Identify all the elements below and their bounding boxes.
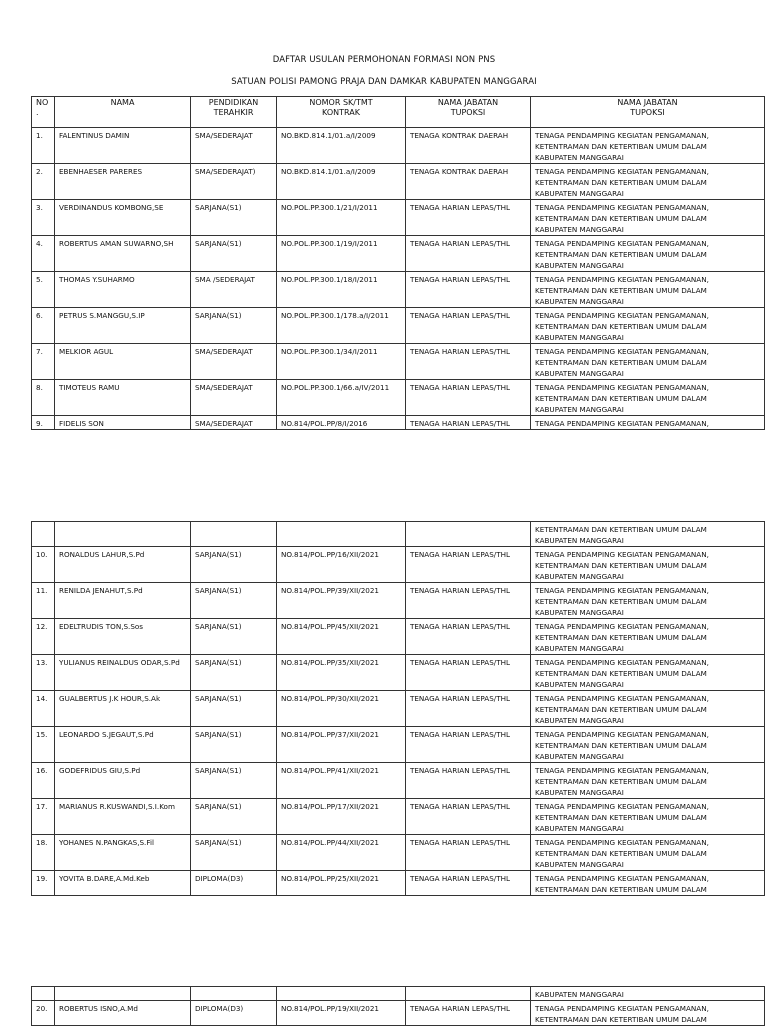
table-row (32, 583, 765, 619)
cell-pendidikan: SMA/SEDERAJAT) (191, 164, 277, 200)
tupoksi-continuation: KABUPATEN MANGGARAI (531, 987, 765, 1001)
cell-pendidikan: SMA/SEDERAJAT (191, 380, 277, 416)
cell-jabatan: TENAGA HARIAN LEPAS/THL (406, 655, 531, 691)
cell-pendidikan: SARJANA(S1) (191, 763, 277, 799)
cell-nama: RONALDUS LAHUR,S.Pd (55, 547, 191, 583)
table-row (32, 547, 765, 583)
cell-nomor-sk: NO.BKD.814.1/01.a/I/2009 (277, 164, 406, 200)
cell-nomor-sk: NO.POL.PP.300.1/66.a/IV/2011 (277, 380, 406, 416)
tupoksi-continuation: KETENTRAMAN DAN KETERTIBAN UMUM DALAM KABUPATEN MANGGARAI (531, 522, 765, 547)
cell-tupoksi: TENAGA PENDAMPING KEGIATAN PENGAMANAN, KETENTRAMAN DAN KETERTIBAN UMUM DALAM KABUPATEN MANGGARAI (531, 380, 765, 416)
cell-no: 13. (32, 655, 55, 691)
cell-pendidikan: SMA/SEDERAJAT (191, 128, 277, 164)
continuation-row (32, 987, 765, 1001)
cell-nama: EDELTRUDIS TON,S.Sos (55, 619, 191, 655)
cell-no: 6. (32, 308, 55, 344)
cell-pendidikan: DIPLOMA(D3) (191, 1001, 277, 1026)
cell-nomor-sk: NO.BKD.814.1/01.a/I/2009 (277, 128, 406, 164)
cell-no: 16. (32, 763, 55, 799)
cell-nama: RENILDA JENAHUT,S.Pd (55, 583, 191, 619)
cell-tupoksi: TENAGA PENDAMPING KEGIATAN PENGAMANAN, KETENTRAMAN DAN KETERTIBAN UMUM DALAM KABUPATEN MANGGARAI (531, 835, 765, 871)
cell-nomor-sk: NO.814/POL.PP/8/I/2016 (277, 416, 406, 430)
cell-nomor-sk: NO.POL.PP.300.1/19/I/2011 (277, 236, 406, 272)
cell-no: 8. (32, 380, 55, 416)
cell-jabatan: TENAGA HARIAN LEPAS/THL (406, 344, 531, 380)
table-row (32, 1001, 765, 1026)
table-row (32, 272, 765, 308)
cell-pendidikan: SARJANA(S1) (191, 691, 277, 727)
cell-jabatan: TENAGA HARIAN LEPAS/THL (406, 835, 531, 871)
cell-pendidikan: DIPLOMA(D3) (191, 871, 277, 896)
cell-nama: YULIANUS REINALDUS ODAR,S.Pd (55, 655, 191, 691)
cell-pendidikan: SARJANA(S1) (191, 308, 277, 344)
cell-no: 20. (32, 1001, 55, 1026)
col-header-pendidikan: PENDIDIKAN TERAHKIR (191, 97, 277, 128)
cell-nomor-sk: NO.POL.PP.300.1/18/I/2011 (277, 272, 406, 308)
personnel-table-page-3 (31, 986, 765, 1026)
cell-nama: ROBERTUS AMAN SUWARNO,SH (55, 236, 191, 272)
cell-nama: FALENTINUS DAMIN (55, 128, 191, 164)
cell-nama: MARIANUS R.KUSWANDI,S.I.Kom (55, 799, 191, 835)
col-header-jabatan: NAMA JABATAN TUPOKSI (406, 97, 531, 128)
cell-no: 1. (32, 128, 55, 164)
cell-tupoksi: TENAGA PENDAMPING KEGIATAN PENGAMANAN, (531, 416, 765, 430)
cell-nama: ROBERTUS ISNO,A.Md (55, 1001, 191, 1026)
cell-no: 10. (32, 547, 55, 583)
cell-nama: THOMAS Y.SUHARMO (55, 272, 191, 308)
cell-nomor-sk: NO.814/POL.PP/37/XII/2021 (277, 727, 406, 763)
cell-nomor-sk: NO.814/POL.PP/30/XII/2021 (277, 691, 406, 727)
cell-nomor-sk: NO.814/POL.PP/17/XII/2021 (277, 799, 406, 835)
cell-no: 2. (32, 164, 55, 200)
cell-pendidikan: SMA/SEDERAJAT (191, 344, 277, 380)
cell-nomor-sk: NO.POL.PP.300.1/178.a/I/2011 (277, 308, 406, 344)
cell-no: 7. (32, 344, 55, 380)
cell-tupoksi: TENAGA PENDAMPING KEGIATAN PENGAMANAN, KETENTRAMAN DAN KETERTIBAN UMUM DALAM KABUPATEN MANGGARAI (531, 655, 765, 691)
cell-pendidikan: SMA /SEDERAJAT (191, 272, 277, 308)
personnel-table-page-2 (31, 521, 765, 896)
cell-no: 18. (32, 835, 55, 871)
cell-jabatan: TENAGA HARIAN LEPAS/THL (406, 1001, 531, 1026)
cell-tupoksi: TENAGA PENDAMPING KEGIATAN PENGAMANAN, KETENTRAMAN DAN KETERTIBAN UMUM DALAM KABUPATEN MANGGARAI (531, 583, 765, 619)
table-row (32, 308, 765, 344)
table-row (32, 416, 765, 430)
table-row (32, 380, 765, 416)
cell-tupoksi: TENAGA PENDAMPING KEGIATAN PENGAMANAN, KETENTRAMAN DAN KETERTIBAN UMUM DALAM KABUPATEN MANGGARAI (531, 547, 765, 583)
cell-jabatan: TENAGA HARIAN LEPAS/THL (406, 727, 531, 763)
cell-pendidikan: SARJANA(S1) (191, 619, 277, 655)
cell-tupoksi: TENAGA PENDAMPING KEGIATAN PENGAMANAN, KETENTRAMAN DAN KETERTIBAN UMUM DALAM KABUPATEN MANGGARAI (531, 344, 765, 380)
cell-jabatan: TENAGA HARIAN LEPAS/THL (406, 200, 531, 236)
table-row (32, 727, 765, 763)
cell-no: 4. (32, 236, 55, 272)
table-row (32, 691, 765, 727)
cell-pendidikan: SARJANA(S1) (191, 835, 277, 871)
cell-no: 19. (32, 871, 55, 896)
cell-no: 9. (32, 416, 55, 430)
cell-tupoksi: TENAGA PENDAMPING KEGIATAN PENGAMANAN, KETENTRAMAN DAN KETERTIBAN UMUM DALAM KABUPATEN MANGGARAI (531, 799, 765, 835)
col-header-nama: NAMA (55, 97, 191, 128)
cell-jabatan: TENAGA KONTRAK DAERAH (406, 128, 531, 164)
cell-tupoksi: TENAGA PENDAMPING KEGIATAN PENGAMANAN, KETENTRAMAN DAN KETERTIBAN UMUM DALAM KABUPATEN MANGGARAI (531, 272, 765, 308)
table-row (32, 164, 765, 200)
cell-pendidikan: SARJANA(S1) (191, 799, 277, 835)
cell-jabatan: TENAGA HARIAN LEPAS/THL (406, 547, 531, 583)
cell-nama: YOVITA B.DARE,A.Md.Keb (55, 871, 191, 896)
cell-no: 14. (32, 691, 55, 727)
cell-pendidikan: SARJANA(S1) (191, 727, 277, 763)
cell-no: 12. (32, 619, 55, 655)
cell-no: 3. (32, 200, 55, 236)
cell-tupoksi: TENAGA PENDAMPING KEGIATAN PENGAMANAN, KETENTRAMAN DAN KETERTIBAN UMUM DALAM (531, 871, 765, 896)
cell-nama: YOHANES N.PANGKAS,S.Fil (55, 835, 191, 871)
cell-jabatan: TENAGA HARIAN LEPAS/THL (406, 691, 531, 727)
cell-nomor-sk: NO.POL.PP.300.1/34/I/2011 (277, 344, 406, 380)
cell-jabatan: TENAGA HARIAN LEPAS/THL (406, 380, 531, 416)
cell-tupoksi: TENAGA PENDAMPING KEGIATAN PENGAMANAN, KETENTRAMAN DAN KETERTIBAN UMUM DALAM KABUPATEN MANGGARAI (531, 128, 765, 164)
cell-tupoksi: TENAGA PENDAMPING KEGIATAN PENGAMANAN, KETENTRAMAN DAN KETERTIBAN UMUM DALAM KABUPATEN MANGGARAI (531, 763, 765, 799)
col-header-no: NO . (32, 97, 55, 128)
cell-pendidikan: SARJANA(S1) (191, 547, 277, 583)
cell-no: 17. (32, 799, 55, 835)
cell-jabatan: TENAGA HARIAN LEPAS/THL (406, 583, 531, 619)
continuation-row (32, 522, 765, 547)
col-header-tupoksi: NAMA JABATAN TUPOKSI (531, 97, 765, 128)
cell-nomor-sk: NO.814/POL.PP/35/XII/2021 (277, 655, 406, 691)
cell-nama: EBENHAESER PARERES (55, 164, 191, 200)
cell-tupoksi: TENAGA PENDAMPING KEGIATAN PENGAMANAN, KETENTRAMAN DAN KETERTIBAN UMUM DALAM (531, 1001, 765, 1026)
cell-jabatan: TENAGA HARIAN LEPAS/THL (406, 763, 531, 799)
cell-tupoksi: TENAGA PENDAMPING KEGIATAN PENGAMANAN, KETENTRAMAN DAN KETERTIBAN UMUM DALAM KABUPATEN MANGGARAI (531, 308, 765, 344)
cell-nama: MELKIOR AGUL (55, 344, 191, 380)
cell-nomor-sk: NO.814/POL.PP/45/XII/2021 (277, 619, 406, 655)
table-row (32, 200, 765, 236)
cell-nomor-sk: NO.814/POL.PP/39/XII/2021 (277, 583, 406, 619)
cell-jabatan: TENAGA HARIAN LEPAS/THL (406, 871, 531, 896)
cell-nama: LEONARDO S.JEGAUT,S.Pd (55, 727, 191, 763)
table-row (32, 236, 765, 272)
table-row (32, 835, 765, 871)
cell-tupoksi: TENAGA PENDAMPING KEGIATAN PENGAMANAN, KETENTRAMAN DAN KETERTIBAN UMUM DALAM KABUPATEN MANGGARAI (531, 727, 765, 763)
cell-jabatan: TENAGA HARIAN LEPAS/THL (406, 236, 531, 272)
cell-nomor-sk: NO.814/POL.PP/25/XII/2021 (277, 871, 406, 896)
cell-nama: FIDELIS SON (55, 416, 191, 430)
table-header-row (32, 97, 765, 128)
cell-jabatan: TENAGA HARIAN LEPAS/THL (406, 272, 531, 308)
table-row (32, 344, 765, 380)
cell-jabatan: TENAGA HARIAN LEPAS/THL (406, 619, 531, 655)
cell-pendidikan: SARJANA(S1) (191, 583, 277, 619)
personnel-table-page-1 (31, 96, 765, 430)
cell-nama: PETRUS S.MANGGU,S.IP (55, 308, 191, 344)
table-row (32, 128, 765, 164)
cell-tupoksi: TENAGA PENDAMPING KEGIATAN PENGAMANAN, KETENTRAMAN DAN KETERTIBAN UMUM DALAM KABUPATEN MANGGARAI (531, 691, 765, 727)
cell-pendidikan: SARJANA(S1) (191, 236, 277, 272)
cell-no: 15. (32, 727, 55, 763)
table-row (32, 655, 765, 691)
cell-nomor-sk: NO.814/POL.PP/19/XII/2021 (277, 1001, 406, 1026)
cell-tupoksi: TENAGA PENDAMPING KEGIATAN PENGAMANAN, KETENTRAMAN DAN KETERTIBAN UMUM DALAM KABUPATEN MANGGARAI (531, 619, 765, 655)
table-row (32, 619, 765, 655)
cell-jabatan: TENAGA HARIAN LEPAS/THL (406, 308, 531, 344)
cell-jabatan: TENAGA HARIAN LEPAS/THL (406, 799, 531, 835)
cell-nama: VERDINANDUS KOMBONG,SE (55, 200, 191, 236)
cell-nomor-sk: NO.814/POL.PP/41/XII/2021 (277, 763, 406, 799)
cell-nomor-sk: NO.POL.PP.300.1/21/I/2011 (277, 200, 406, 236)
document-title: DAFTAR USULAN PERMOHONAN FORMASI NON PNS (272, 55, 496, 65)
cell-pendidikan: SARJANA(S1) (191, 655, 277, 691)
col-header-nomor-sk: NOMOR SK/TMT KONTRAK (277, 97, 406, 128)
cell-nomor-sk: NO.814/POL.PP/44/XII/2021 (277, 835, 406, 871)
cell-jabatan: TENAGA KONTRAK DAERAH (406, 164, 531, 200)
cell-tupoksi: TENAGA PENDAMPING KEGIATAN PENGAMANAN, KETENTRAMAN DAN KETERTIBAN UMUM DALAM KABUPATEN MANGGARAI (531, 236, 765, 272)
cell-tupoksi: TENAGA PENDAMPING KEGIATAN PENGAMANAN, KETENTRAMAN DAN KETERTIBAN UMUM DALAM KABUPATEN MANGGARAI (531, 164, 765, 200)
cell-tupoksi: TENAGA PENDAMPING KEGIATAN PENGAMANAN, KETENTRAMAN DAN KETERTIBAN UMUM DALAM KABUPATEN MANGGARAI (531, 200, 765, 236)
cell-no: 11. (32, 583, 55, 619)
cell-nama: TIMOTEUS RAMU (55, 380, 191, 416)
table-row (32, 871, 765, 896)
cell-pendidikan: SMA/SEDERAJAT (191, 416, 277, 430)
cell-nama: GUALBERTUS J.K HOUR,S.Ak (55, 691, 191, 727)
cell-no: 5. (32, 272, 55, 308)
document-subtitle: SATUAN POLISI PAMONG PRAJA DAN DAMKAR KABUPATEN MANGGARAI (231, 77, 537, 87)
table-row (32, 763, 765, 799)
cell-nomor-sk: NO.814/POL.PP/16/XII/2021 (277, 547, 406, 583)
cell-pendidikan: SARJANA(S1) (191, 200, 277, 236)
cell-jabatan: TENAGA HARIAN LEPAS/THL (406, 416, 531, 430)
cell-nama: GODEFRIDUS GIU,S.Pd (55, 763, 191, 799)
table-row (32, 799, 765, 835)
